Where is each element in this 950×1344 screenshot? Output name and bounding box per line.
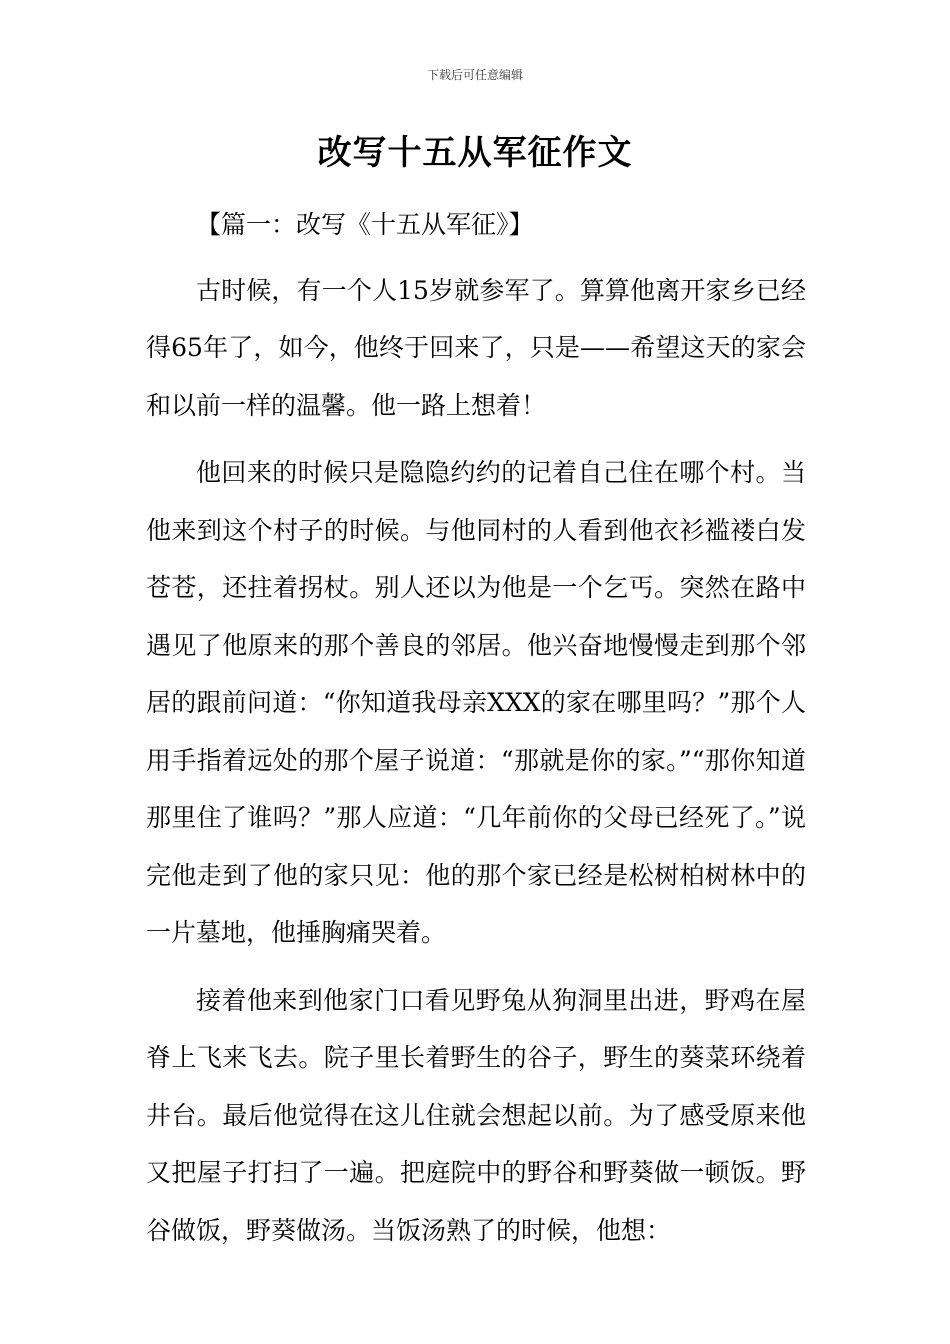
header-note: 下载后可任意编辑 [426, 68, 523, 82]
paragraph-2: 他回来的时候只是隐隐约约的记着自己住在哪个村。当他来到这个村子的时候。与他同村的人看到他衣衫褴褛白发苍苍，还拄着拐杖。别人还以为他是一个乞丐。突然在路中遇见了他原来的那个善良的邻居。他兴奋地慢慢走到那个邻居的跟前问道：“你知道我母亲XXX的家在哪里吗？”那个人用手指着远处的那个屋子说道：“那就是你的家。”“那你知道那里住了谁吗？”那人应道：“几年前你的父母已经死了。”说完他走到了他的家只见：他的那个家已经是松树柏树林中的一片墓地，他捶胸痛哭着。 [146, 458, 806, 947]
section-heading: 【篇一：改写《十五从军征》】 [196, 210, 534, 239]
document-title: 改写十五从军征作文 [317, 133, 633, 173]
paragraph-1: 古时候，有一个人15岁就参军了。算算他离开家乡已经得65年了，如今，他终于回来了，只是——希望这天的家会和以前一样的温馨。他一路上想着！ [146, 275, 806, 420]
paragraph-3: 接着他来到他家门口看见野兔从狗洞里出进，野鸡在屋脊上飞来飞去。院子里长着野生的谷子，野生的葵菜环绕着井台。最后他觉得在这儿住就会想起以前。为了感受原来他又把屋子打扫了一遍。把庭院中的野谷和野葵做一顿饭。野谷做饭，野葵做汤。当饭汤熟了的时候，他想： [146, 985, 806, 1245]
document-body [146, 196, 806, 1269]
